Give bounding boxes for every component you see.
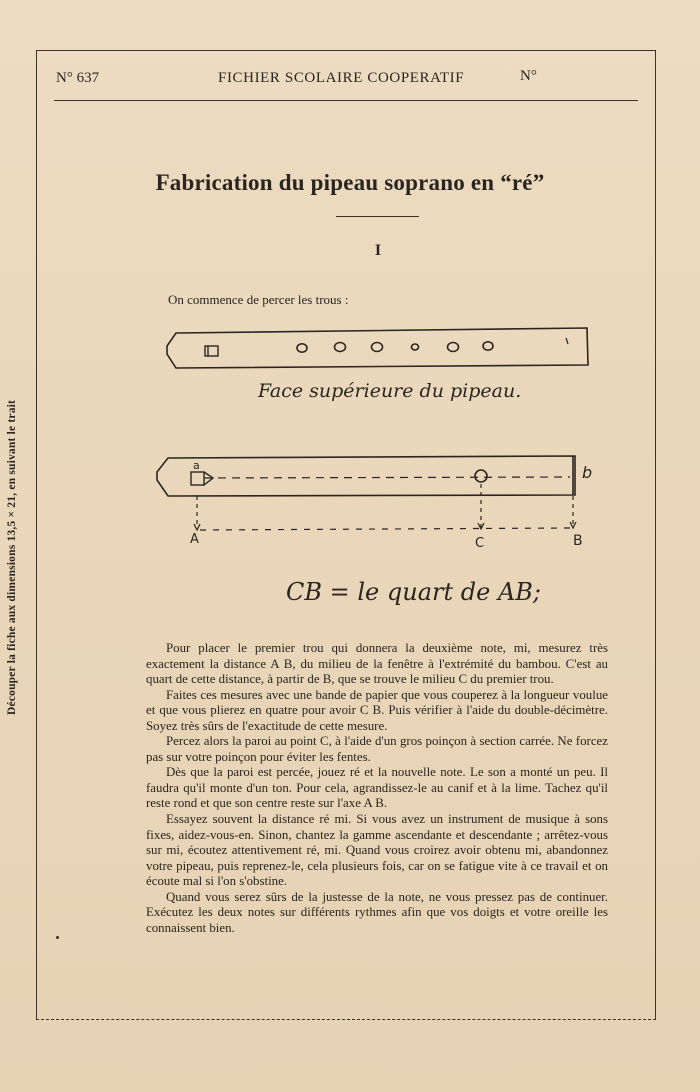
sheet-number: N° 637 [56, 70, 100, 86]
finger-hole [412, 344, 419, 350]
paragraph: Essayez souvent la distance ré mi. Si vous avez un instrument de musique à sons fixes, aidez-vous-en. Sinon, chantez la gamme ascendante et descendante ; arrêtez-vous sur mi, écoutez attentivement ré, mi. Quand vous croirez avoir obtenu mi, abandonnez votre pipeau, puis reprenez-le, cela plusieurs fois, car on se fatigue vite à ce travail et on écoute mal si l'on s'obstine. [146, 812, 608, 889]
figure-caption-top-face: Face supérieure du pipeau. [258, 380, 522, 402]
label-point-c: C [475, 536, 485, 551]
cutting-instruction: Découper la fiche aux dimensions 13,5 × 21, en suivant le trait [6, 399, 18, 715]
ink-mark [56, 936, 59, 939]
header-title: FICHIER SCOLAIRE COOPERATIF [218, 70, 465, 86]
finger-hole [335, 343, 346, 352]
measurement-formula: CB = le quart de AB; [286, 578, 541, 606]
instructions-body [146, 641, 608, 936]
label-point-a: A [190, 532, 199, 547]
first-hole-c [475, 470, 487, 482]
label-b-end: b [582, 463, 593, 482]
finger-hole [372, 343, 383, 352]
finger-hole [297, 344, 307, 352]
intro-text: On commence de percer les trous : [168, 292, 349, 307]
pipe-top-view-figure [167, 328, 588, 368]
finger-hole [448, 343, 459, 352]
finger-hole [483, 342, 493, 350]
paragraph: Pour placer le premier trou qui donnera la deuxième note, mi, mesurez très exactement la distance A B, du milieu de la fenêtre à l'extrémité du bambou. C'est au quart de cette distance, à partir de B, que se trouve le milieu C du premier trou. [146, 641, 608, 687]
sheet-number-blank: N° [520, 68, 537, 84]
section-number: I [374, 242, 382, 259]
paragraph: Percez alors la paroi au point C, à l'aide d'un gros poinçon à section carrée. Ne forcez pas sur votre poinçon pour éviter les fentes. [146, 734, 608, 764]
page-title: Fabrication du pipeau soprano en “ré” [155, 170, 545, 195]
paragraph: Quand vous serez sûrs de la justesse de la note, ne vous pressez pas de continuer. Exécutez les deux notes sur différents rythmes afin que vos doigts et votre oreille les connaissent bien. [146, 889, 608, 935]
pipe-measure-figure [157, 456, 576, 530]
label-point-b: B [573, 533, 583, 549]
paragraph: Dès que la paroi est percée, jouez ré et la nouvelle note. Le son a monté un peu. Il faudra qu'il monte d'un ton. Pour cela, agrandissez-le au canif et à la lime. Tachez qu'il reste rond et que son centre reste sur l'axe A B. [146, 765, 608, 811]
paragraph: Faites ces mesures avec une bande de papier que vous couperez à la longueur voulue et que vous plierez en quatre pour avoir C B. Puis vérifier à l'aide du double-décimètre. Soyez très sûrs de l'exactitude de cette mesure. [146, 687, 608, 733]
label-a-window: a [193, 459, 200, 472]
